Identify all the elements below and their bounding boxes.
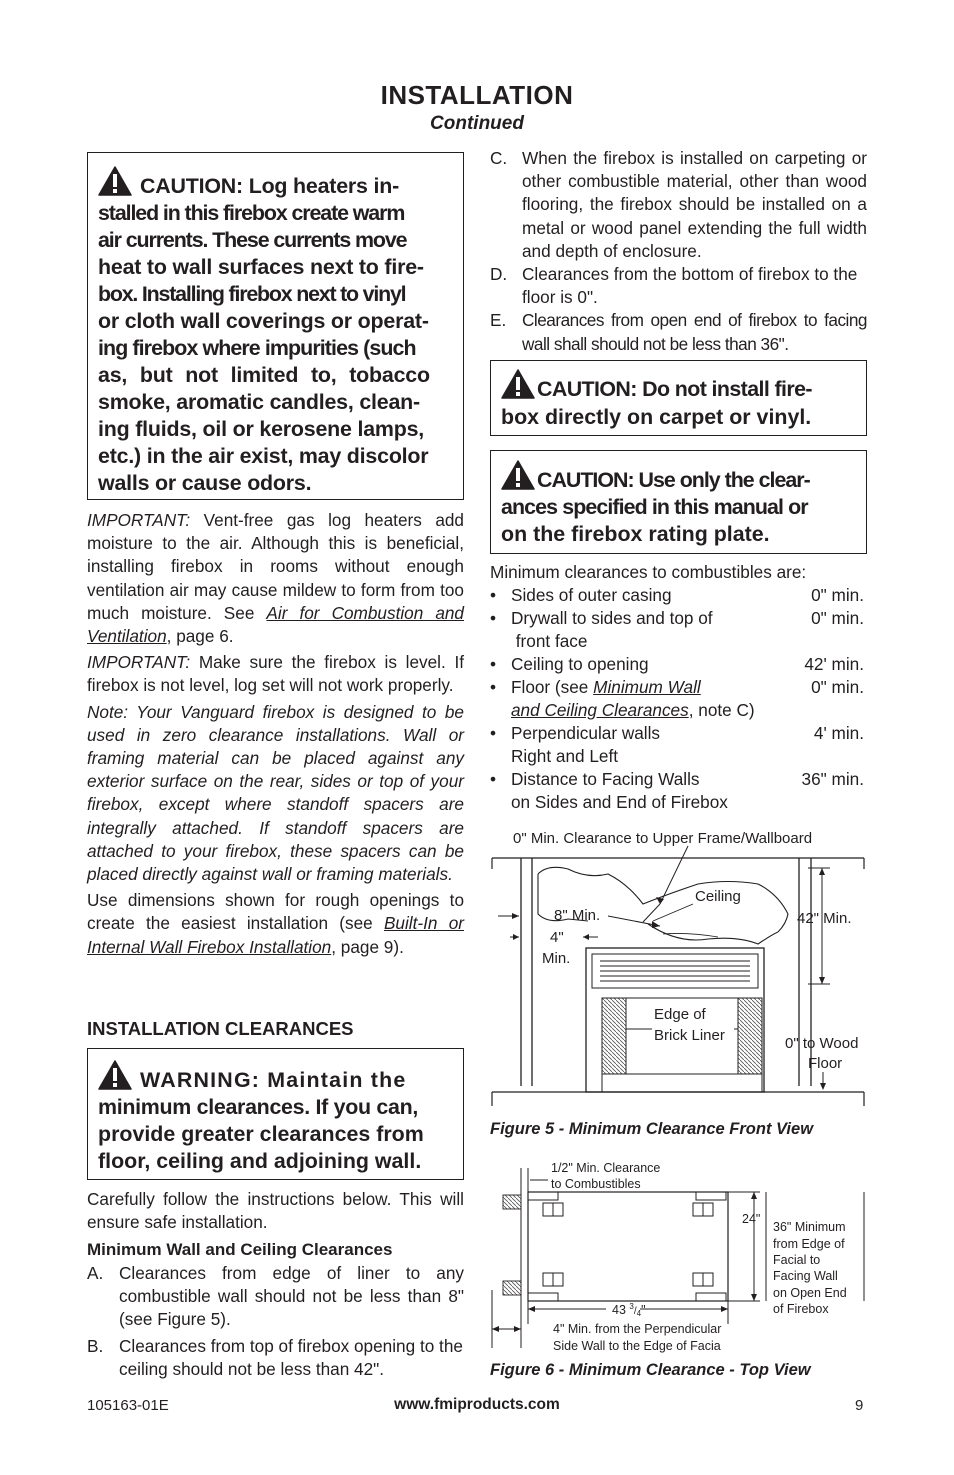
caution-line: ances specified in this manual or [501,495,808,519]
important-moisture-paragraph: IMPORTANT: Vent-free gas log heaters add moisture to the air. Although this is beneficial, installing firebox in rooms without enough ventilation air may cause mildew to form from too much moisture. See Air for Combustion and Ventilation, page 6. [87,510,464,647]
caution-line: or cloth wall coverings or operat- [98,309,429,333]
caution-line: etc.) in the air exist, may discolor [98,444,429,468]
list-item: D. Clearances from the bottom of firebox to the floor is 0". [490,264,858,308]
caution-line: CAUTION: Log heaters in- [98,166,453,200]
dimensions-paragraph: Use dimensions shown for rough openings to create the easiest installation (see Built-In or Internal Wall Firebox Installation, page 9). [87,890,464,957]
fig6-36-label-5: of Firebox [773,1302,829,1316]
fig6-36-label-3: Facing Wall [773,1269,838,1283]
note-paragraph: Note: Your Vanguard firebox is designed to be used in zero clearance installations. Wall or framing material can be placed against any exterior surface on the rear, sides or top of your firebox, except where standoff spacers are integrally attached. If standoff spacers are attached to your firebox, these spacers can be placed directly against wall or framing materials. [87,701,464,885]
fig5-edge-label-1: Edge of [654,1006,706,1023]
air-combustion-link[interactable]: Air for Combustion and Ventilation [87,602,464,647]
caution-line: smoke, aromatic candles, clean- [98,390,420,414]
fig5-edge-label-2: Brick Liner [654,1027,725,1044]
figure-5-front-view-diagram [488,824,868,1114]
document-number: 105163-01E [87,1397,169,1414]
fig5-42-min-label: 42" Min. [797,910,852,927]
caution-line: CAUTION: Do not install fire- [501,369,858,403]
fig5-wood-label-2: Floor [808,1055,843,1072]
fig6-four-min-label-2: Side Wall to the Edge of Facia [553,1339,721,1353]
figure-6-caption: Figure 6 - Minimum Clearance - Top View [490,1361,811,1379]
caution-log-heaters-box [87,152,464,500]
caution-line: stalled in this firebox create warm [98,201,405,225]
list-item: A. Clearances from edge of liner to any combustible wall should not be less than 8" (see Figure 5). [87,1263,464,1330]
fig6-36-label-0: 36" Minimum [773,1220,846,1234]
warning-triangle-icon [501,369,535,399]
fig5-top-label: 0" Min. Clearance to Upper Frame/Wallboard [513,830,813,847]
important-level-paragraph: IMPORTANT: Make sure the firebox is level. If firebox is not level, log set will not work properly. [87,652,464,696]
fig6-half-min-label-1: 1/2" Min. Clearance [551,1161,661,1175]
caution-line: walls or cause odors. [98,471,312,495]
caution-line: ing firebox where impurities (such [98,336,416,360]
list-item: C. When the firebox is installed on carpeting or other combustible material, other than wood flooring, the firebox should be installed on a metal or wood panel extending the full width and depth of enclosure. [490,148,867,261]
caution-clearances-box [490,450,867,554]
warning-clearances-box [87,1048,464,1180]
page-subtitle: Continued [430,113,524,134]
caution-line: heat to wall surfaces next to fire- [98,255,424,279]
minimum-wall-link[interactable]: Minimum Wall [593,677,701,697]
warning-triangle-icon [98,1060,132,1090]
fig6-36-label-2: Facial to [773,1253,821,1267]
fig5-eight-min-label: 8" Min. [554,907,601,924]
fig5-min-label: Min. [542,950,571,967]
caution-line: CAUTION: Use only the clear- [501,460,858,494]
website-url: www.fmiproducts.com [394,1396,560,1413]
warning-triangle-icon [501,460,535,490]
built-in-installation-link[interactable]: Built-In or Internal Wall Firebox Installation [87,913,464,957]
caution-line: ing fluids, oil or kerosene lamps, [98,417,425,441]
caution-carpet-box [490,360,867,436]
fig5-wood-label-1: 0" to Wood [785,1035,859,1052]
caution-line: box. Installing firebox next to vinyl [98,282,406,306]
carefully-paragraph: Carefully follow the instructions below. This will ensure safe installation. [87,1189,464,1233]
fig6-24-label: 24" [742,1212,761,1226]
fig6-36-label-4: on Open End [773,1286,847,1300]
page-title: INSTALLATION [380,80,574,110]
warning-line: floor, ceiling and adjoining wall. [98,1149,422,1173]
caution-line: as, but not limited to, tobacco [98,363,430,387]
list-item: E. Clearances from open end of firebox to facing wall shall should not be less than 36". [490,310,867,354]
installation-clearances-heading: INSTALLATION CLEARANCES [87,1018,354,1039]
list-item: B. Clearances from top of firebox opening to the ceiling should not be less than 42". [87,1335,463,1379]
fig6-36-label-1: from Edge of [773,1237,845,1251]
page-number: 9 [855,1397,864,1414]
fig6-four-min-label-1: 4" Min. from the Perpendicular [553,1322,722,1336]
warning-triangle-icon [98,166,132,196]
fig5-ceiling-label: Ceiling [695,888,741,905]
fig6-width-label: 43 $^3_/$4" [612,1302,646,1318]
fig6-half-min-label-2: to Combustibles [551,1177,641,1191]
min-clearances-intro: Minimum clearances to combustibles are: [490,562,807,582]
fig5-four-label: 4" [550,929,564,946]
minimum-wall-heading: Minimum Wall and Ceiling Clearances [87,1240,393,1259]
warning-line: provide greater clearances from [98,1122,424,1146]
caution-line: air currents. These currents move [98,228,407,252]
figure-6-top-view-diagram [488,1158,868,1358]
warning-line: WARNING: Maintain the [98,1060,453,1094]
caution-line: box directly on carpet or vinyl. [501,405,812,429]
ceiling-clearances-link[interactable]: and Ceiling Clearances [511,700,689,720]
figure-5-caption: Figure 5 - Minimum Clearance Front View [490,1120,814,1138]
caution-line: on the firebox rating plate. [501,522,770,546]
warning-line: minimum clearances. If you can, [98,1095,418,1119]
